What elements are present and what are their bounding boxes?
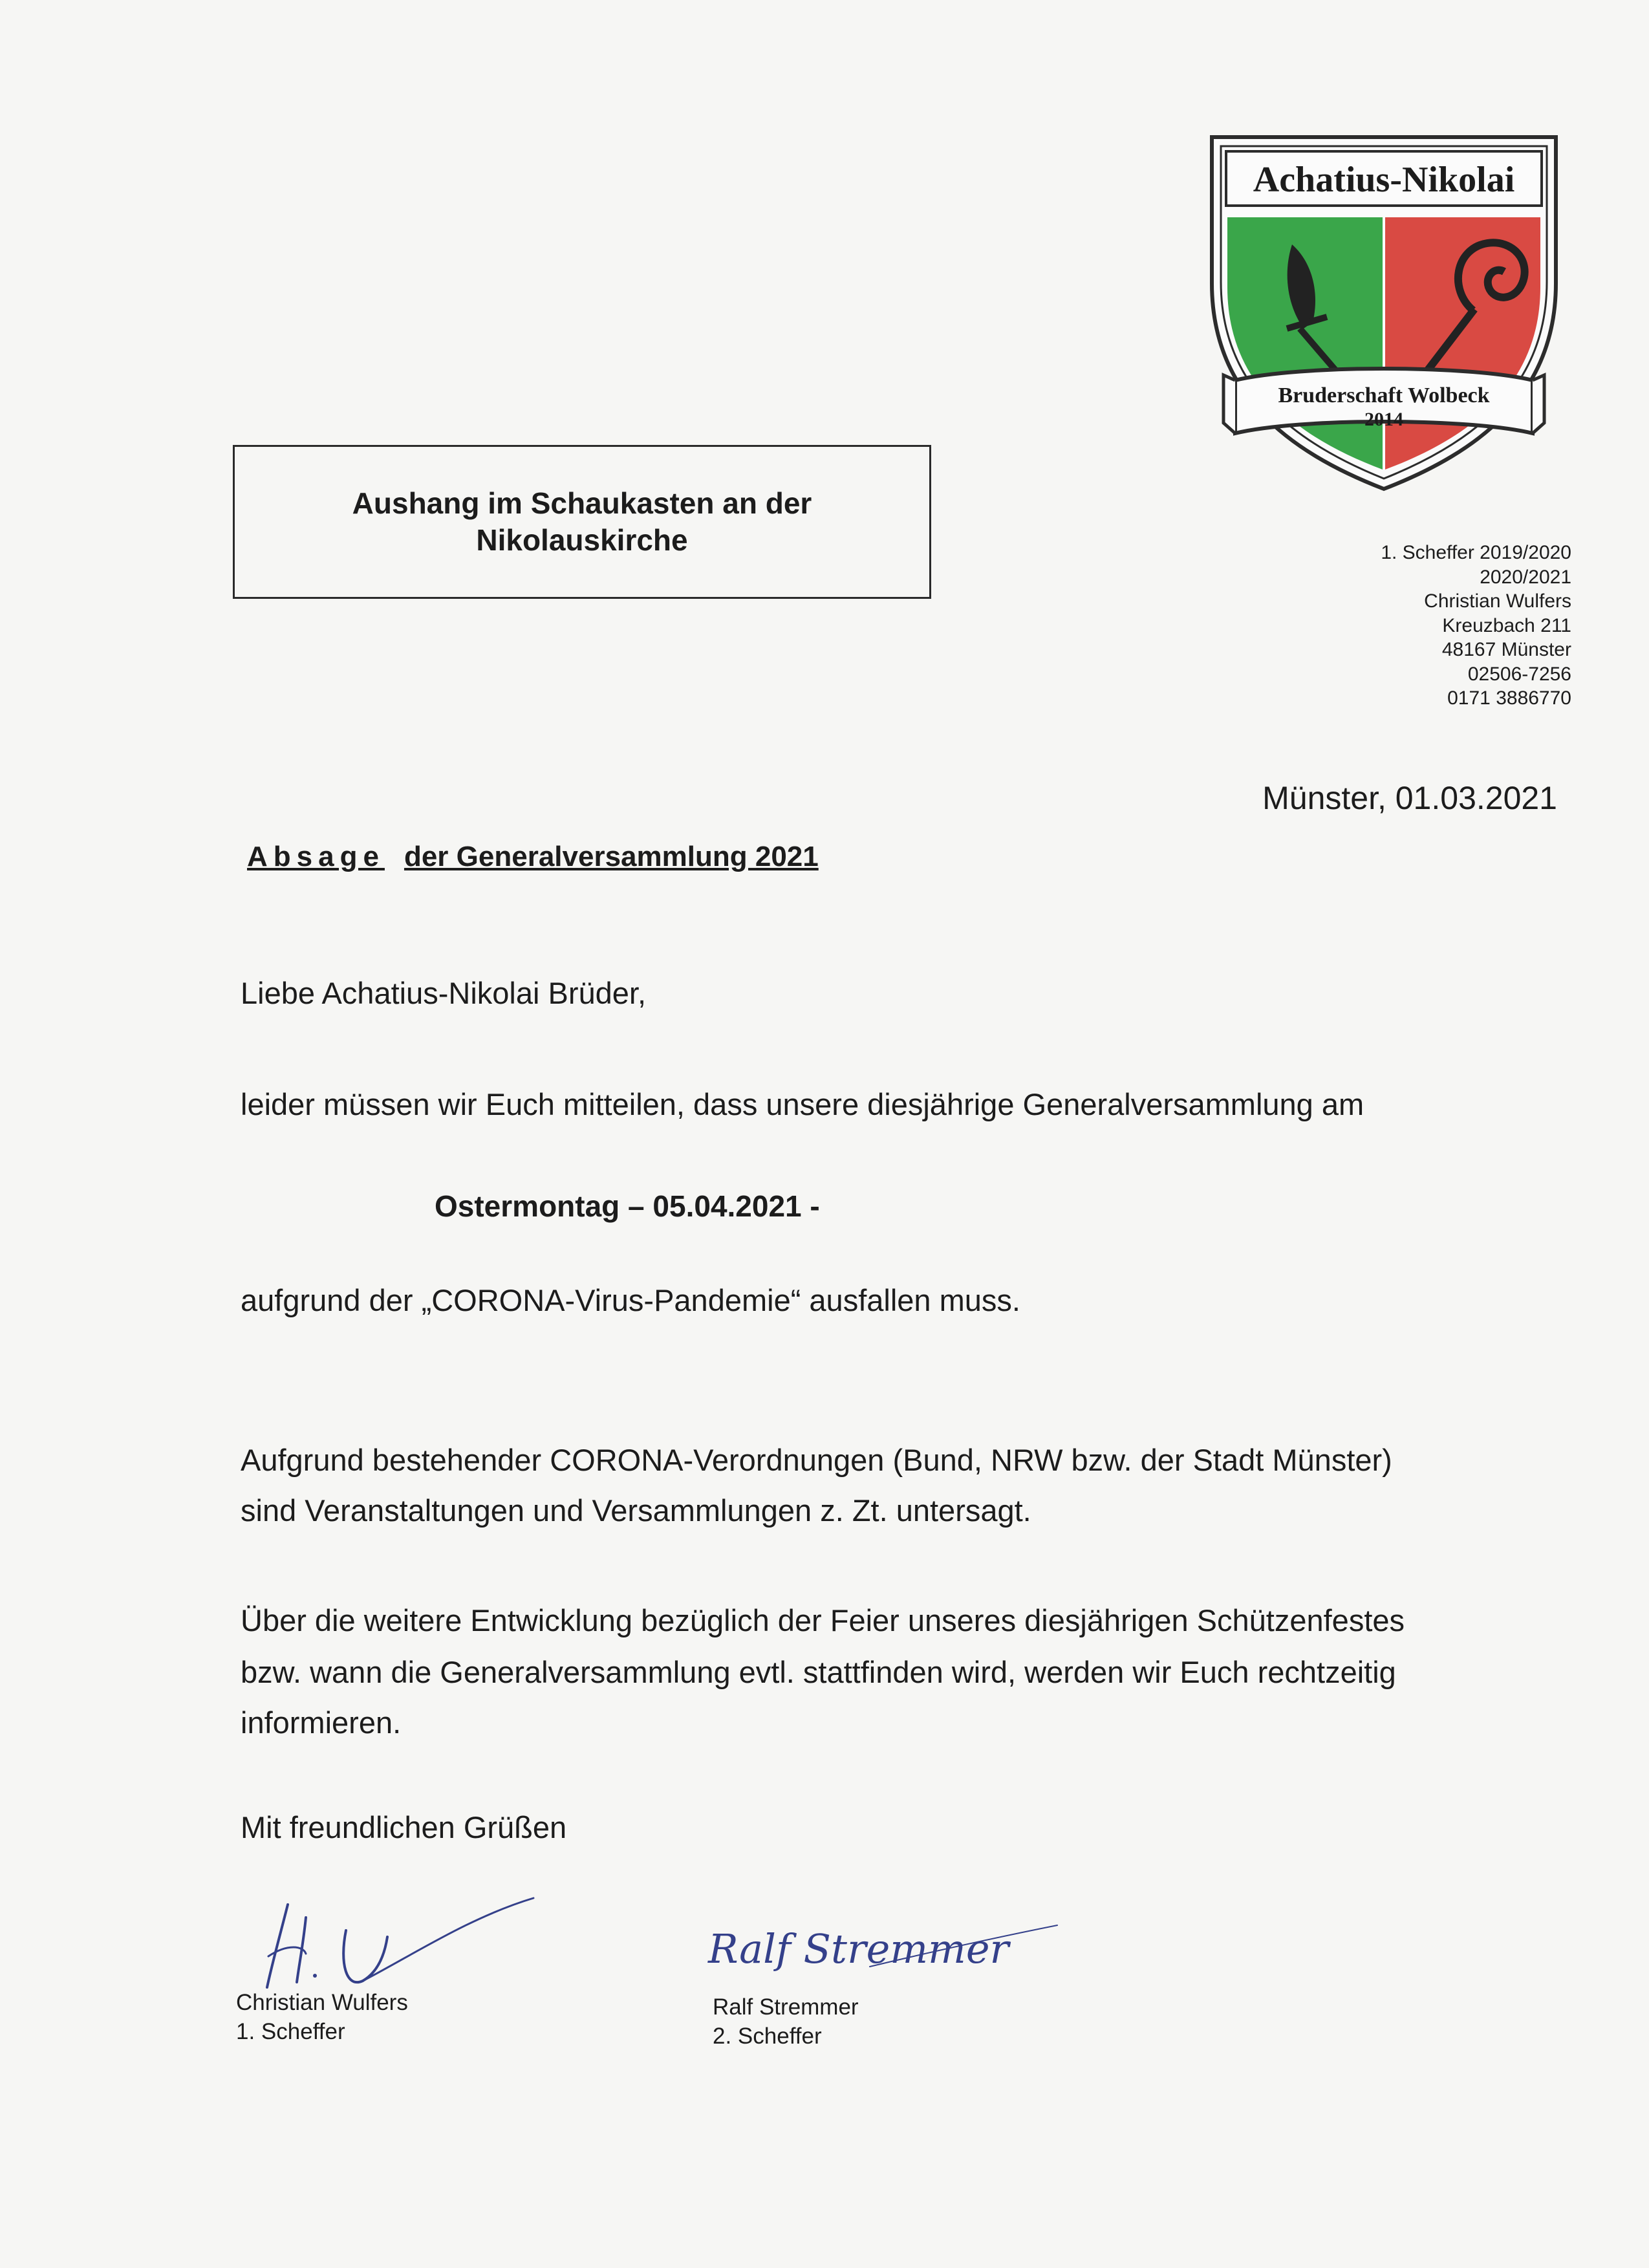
letter-subject [247, 841, 819, 873]
signature-christian-wulfers [249, 1892, 546, 1995]
notice-title: Aushang im Schaukasten an der Nikolauskirche [352, 486, 812, 557]
crest-banner-line2: 2014 [1364, 409, 1403, 430]
crest-banner-line1: Bruderschaft Wolbeck [1278, 383, 1490, 407]
notice-box [233, 445, 931, 599]
paragraph-1: leider müssen wir Euch mitteilen, dass unsere diesjährige Generalversammlung am [241, 1087, 1364, 1121]
sender-address [1280, 541, 1571, 711]
paragraph-3-line-1: Über die weitere Entwicklung bezüglich der Feier unseres diesjährigen Schützenfestes [241, 1603, 1405, 1637]
crest-title: Achatius-Nikolai [1253, 160, 1515, 200]
greeting: Liebe Achatius-Nikolai Brüder, [241, 976, 647, 1010]
sender-line: 2020/2021 [1480, 566, 1571, 588]
signature-ralf-stremmer [702, 1911, 1064, 1982]
handwritten-signature-text: Ralf Stremmer [708, 1925, 1009, 1972]
paragraph-2-line-1: Aufgrund bestehender CORONA-Verordnungen (Bund, NRW bzw. der Stadt Münster) [241, 1443, 1392, 1477]
signer-role: 2. Scheffer [713, 2023, 822, 2049]
letter-date: Münster, 01.03.2021 [1262, 780, 1557, 816]
signer-name: Ralf Stremmer [713, 1994, 859, 2020]
sender-line: 0171 3886770 [1447, 687, 1571, 709]
signature-block-2 [713, 1993, 859, 2051]
sender-line: 48167 Münster [1441, 639, 1571, 660]
event-date-line: Ostermontag – 05.04.2021 - [435, 1189, 820, 1223]
sender-line: Christian Wulfers [1424, 590, 1571, 612]
signer-name: Christian Wulfers [236, 1990, 408, 2015]
sender-line: 02506-7256 [1467, 663, 1571, 685]
paragraph-2-line-2: sind Veranstaltungen und Versammlungen z. Zt. untersagt. [241, 1493, 1031, 1528]
subject-keyword: Absage [247, 841, 385, 872]
brotherhood-crest-logo [1209, 135, 1558, 491]
signature-block-1 [236, 1989, 408, 2047]
subject-rest: der Generalversammlung 2021 [404, 841, 819, 872]
sender-line: 1. Scheffer 2019/2020 [1381, 542, 1571, 563]
paragraph-3-line-2: bzw. wann die Generalversammlung evtl. stattfinden wird, werden wir Euch rechtzeitig [241, 1655, 1396, 1689]
paragraph-3-line-3: informieren. [241, 1705, 402, 1740]
signer-role: 1. Scheffer [236, 2018, 345, 2044]
paragraph-1-end: aufgrund der „CORONA-Virus-Pandemie“ ausfallen muss. [241, 1283, 1020, 1317]
sender-line: Kreuzbach 211 [1442, 614, 1571, 636]
closing-phrase: Mit freundlichen Grüßen [241, 1810, 567, 1844]
